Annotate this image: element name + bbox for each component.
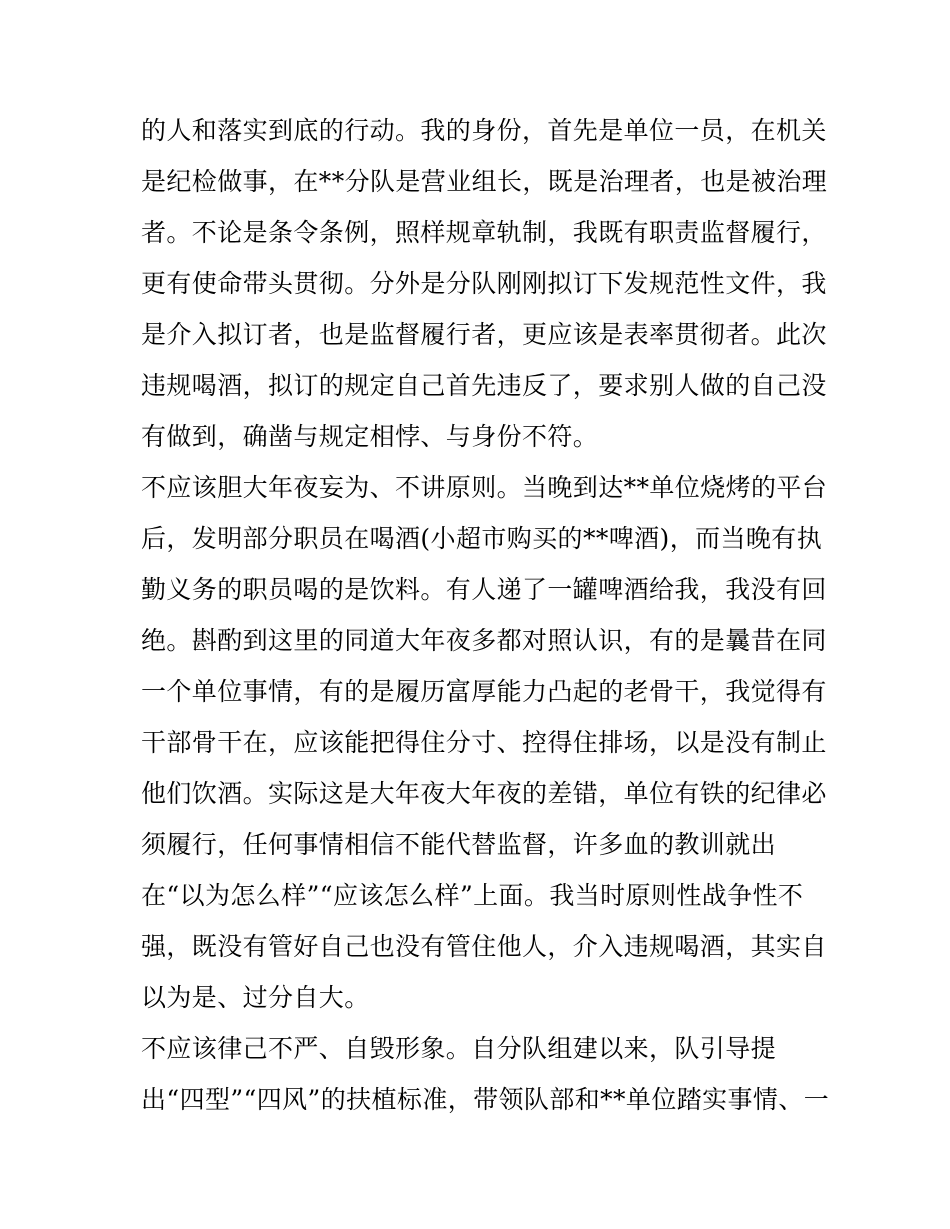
text-line: 以为是、过分自大。 <box>141 983 370 1012</box>
text-line: 者。不论是条令条例，照样规章轨制，我既有职责监督履行， <box>141 218 827 247</box>
text-line: 更有使命带头贯彻。分外是分队刚刚拟订下发规范性文件，我 <box>141 269 827 298</box>
text-line: 的人和落实到底的行动。我的身份，首先是单位一员，在机关 <box>141 116 827 145</box>
text-line: 须履行，任何事情相信不能代替监督，许多血的教训就出 <box>141 830 777 859</box>
text-line: 绝。斟酌到这里的同道大年夜多都对照认识，有的是曩昔在同 <box>141 626 827 655</box>
text-line: 一个单位事情，有的是履历富厚能力凸起的老骨干，我觉得有 <box>141 677 827 706</box>
text-line: 是介入拟订者，也是监督履行者，更应该是表率贯彻者。此次 <box>141 320 827 349</box>
text-line: 不应该律己不严、自毁形象。自分队组建以来，队引导提 <box>141 1034 777 1063</box>
text-line: 是纪检做事，在**分队是营业组长，既是治理者，也是被治理 <box>141 167 828 196</box>
text-line: 有做到，确凿与规定相悖、与身份不符。 <box>141 422 599 451</box>
body-text <box>141 105 830 1125</box>
text-line: 干部骨干在，应该能把得住分寸、控得住排场，以是没有制止 <box>141 728 827 757</box>
text-line: 不应该胆大年夜妄为、不讲原则。当晚到达**单位烧烤的平台 <box>141 473 828 502</box>
text-line: 出“四型”“四风”的扶植标准，带领队部和**单位踏实事情、一 <box>141 1085 830 1114</box>
text-line: 后，发明部分职员在喝酒(小超市购买的**啤酒)，而当晚有执 <box>141 524 823 553</box>
text-line: 他们饮酒。实际这是大年夜大年夜的差错，单位有铁的纪律必 <box>141 779 827 808</box>
text-line: 在“以为怎么样”“应该怎么样”上面。我当时原则性战争性不 <box>141 881 804 910</box>
text-line: 违规喝酒，拟订的规定自己首先违反了，要求别人做的自己没 <box>141 371 827 400</box>
text-line: 勤义务的职员喝的是饮料。有人递了一罐啤酒给我，我没有回 <box>141 575 827 604</box>
text-line: 强，既没有管好自己也没有管住他人，介入违规喝酒，其实自 <box>141 932 827 961</box>
